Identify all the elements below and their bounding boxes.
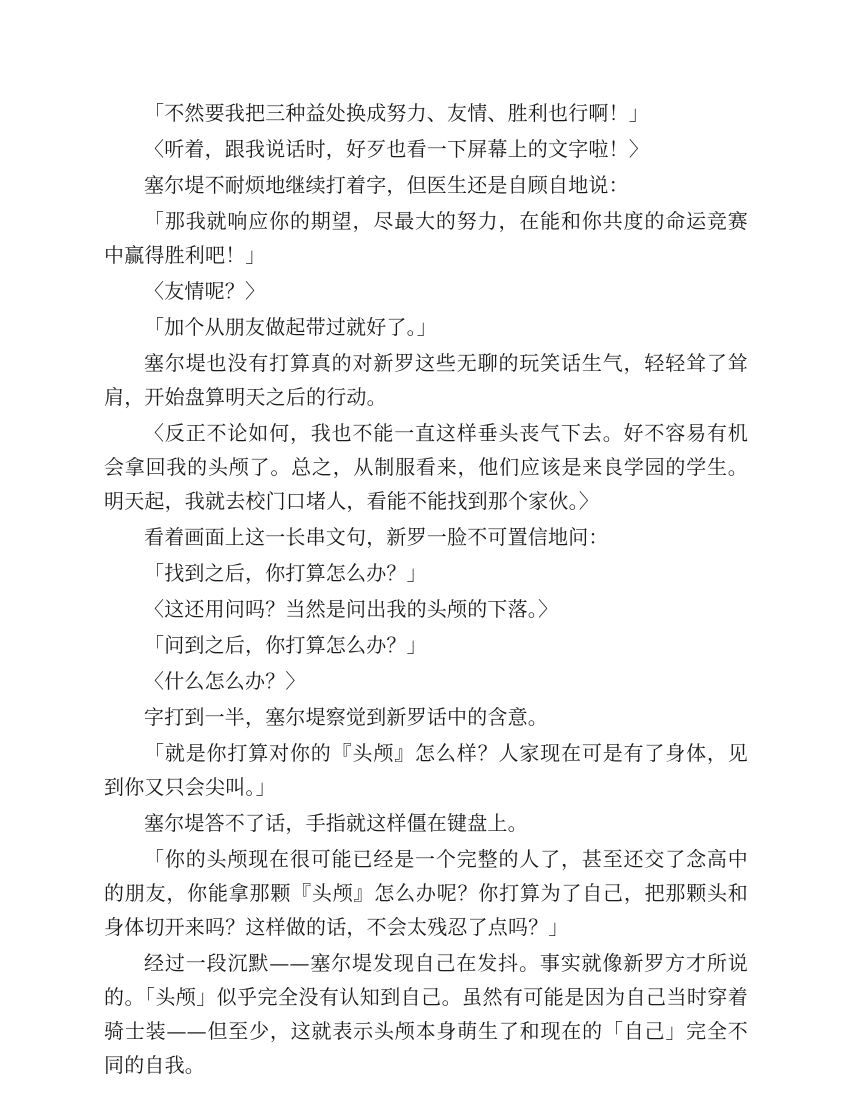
- paragraph-14: 字打到一半，塞尔堤察觉到新罗话中的含意。: [144, 705, 548, 729]
- document-page: [104, 96, 748, 1084]
- paragraph-4: 「那我就响应你的期望，尽最大的努力，在能和你共度的命运竞赛中赢得胜利吧！」: [104, 209, 748, 267]
- paragraph-7: 塞尔堤也没有打算真的对新罗这些无聊的玩笑话生气，轻轻耸了耸肩，开始盘算明天之后的行动。: [104, 351, 748, 409]
- paragraph-13: 〈什么怎么办？〉: [144, 669, 306, 693]
- paragraph-6: 「加个从朋友做起带过就好了。」: [144, 315, 437, 339]
- paragraph-5: 〈友情呢？〉: [144, 279, 266, 303]
- paragraph-18: 经过一段沉默——塞尔堤发现自己在发抖。事实就像新罗方才所说的。「头颅」似乎完全没有认知到自己。虽然有可能是因为自己当时穿着骑士装——但至少，这就表示头颅本身萌生了和现在的「自己」完全不同的自我。: [104, 951, 748, 1077]
- paragraph-8: 〈反正不论如何，我也不能一直这样垂头丧气下去。好不容易有机会拿回我的头颅了。总之，从制服看来，他们应该是来良学园的学生。明天起，我就去校门口堵人，看能不能找到那个家伙。〉: [104, 421, 748, 513]
- paragraph-12: 「问到之后，你打算怎么办？」: [144, 633, 427, 657]
- paragraph-2: 〈听着，跟我说话时，好歹也看一下屏幕上的文字啦！〉: [144, 137, 649, 161]
- paragraph-15: 「就是你打算对你的『头颅』怎么样？人家现在可是有了身体，见到你又只会尖叫。」: [104, 741, 748, 799]
- paragraph-1: 「不然要我把三种益处换成努力、友情、胜利也行啊！」: [144, 101, 649, 125]
- paragraph-11: 〈这还用问吗？当然是问出我的头颅的下落。〉: [144, 597, 559, 621]
- paragraph-3: 塞尔堤不耐烦地继续打着字，但医生还是自顾自地说：: [144, 173, 629, 197]
- paragraph-9: 看着画面上这一长串文句，新罗一脸不可置信地问：: [144, 525, 609, 549]
- paragraph-16: 塞尔堤答不了话，手指就这样僵在键盘上。: [144, 811, 528, 835]
- paragraph-10: 「找到之后，你打算怎么办？」: [144, 561, 427, 585]
- paragraph-17: 「你的头颅现在很可能已经是一个完整的人了，甚至还交了念高中的朋友，你能拿那颗『头颅』怎么办呢？你打算为了自己，把那颗头和身体切开来吗？这样做的话，不会太残忍了点吗？」: [104, 847, 748, 939]
